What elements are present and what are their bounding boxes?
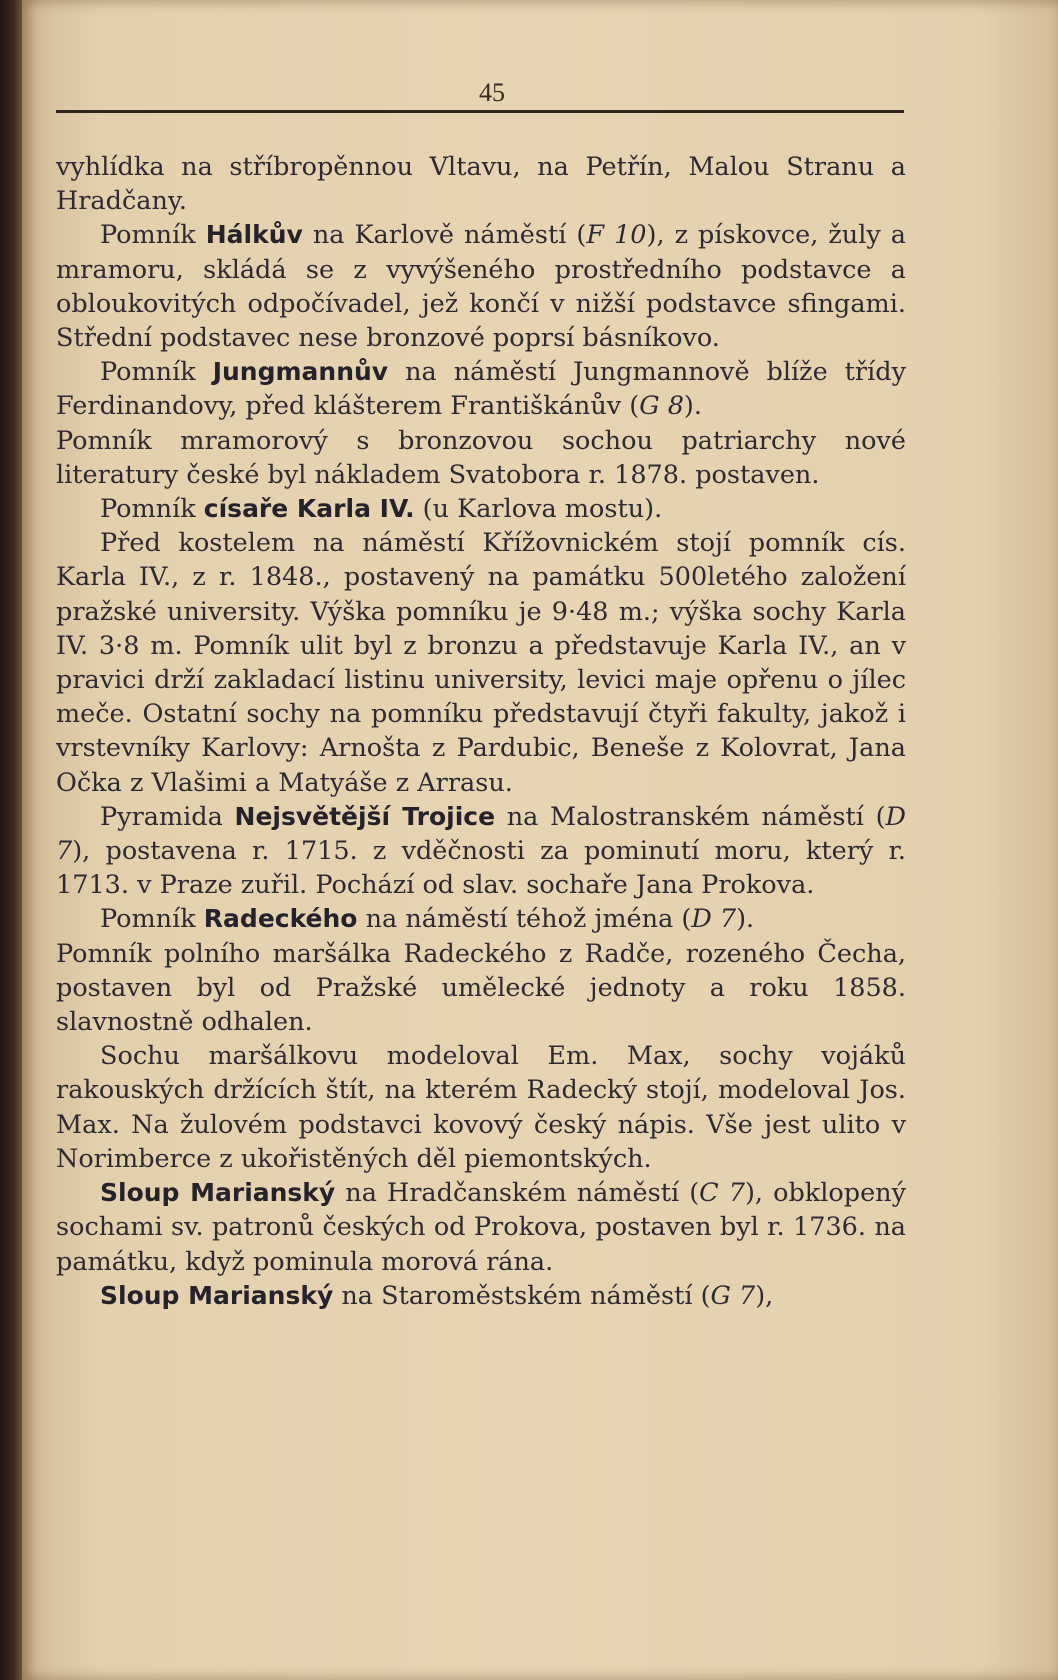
- text-run: Pomník: [100, 494, 204, 525]
- text-run: ),: [755, 1280, 774, 1311]
- header-rule: [56, 110, 904, 113]
- text-run: na Karlově náměstí (: [302, 220, 587, 251]
- text-run: Před kostelem na náměstí Křížovnickém stojí pomník cís. Karla IV., z r. 1848., postavený na památku 500letého založení pražské university. Výška pomníku je 9·48 m.; výška sochy Karla IV. 3·8 m. Pomník ulit byl z bronzu a představuje Karla IV., an v pravici drží zakladací listinu university, levici maje opřenu o jílec meče. Ostatní sochy na pomníku představují čtyři fakulty, jakož i vrstevníky Karlovy: Arnošta z Pardubic, Beneše z Kolovrat, Jana Očka z Vlašimi a Matyáše z Arrasu.: [56, 528, 906, 798]
- map-reference: G 7: [710, 1280, 756, 1311]
- text-run: vyhlídka na stříbropěnnou Vltavu, na Petřín, Malou Stranu a Hradčany.: [56, 152, 906, 217]
- monument-name: císaře Karla IV.: [203, 494, 415, 524]
- text-run: ), z pískovce, žuly a mramoru, skládá se z vyvýšeného prostředního podstavce a obloukovitých odpočívadel, jež končí v nižší podstavce sfingami. Střední podstavec nese bronzové poprsí básníkovo.: [56, 220, 906, 354]
- monument-name: Radeckého: [203, 904, 358, 934]
- paragraph-jungmann-description: [56, 424, 906, 492]
- paragraph-charles-iv-description: [56, 526, 906, 800]
- text-run: na Hradčanském náměstí (: [335, 1178, 700, 1209]
- text-run: Pyramida: [100, 801, 235, 832]
- monument-name: Hálkův: [205, 220, 303, 250]
- book-page: [22, 0, 1058, 1680]
- map-reference: D 7: [56, 801, 906, 867]
- page-number: 45: [479, 78, 505, 107]
- text-run: Pomník mramorový s bronzovou sochou patriarchy nové literatury české byl nákladem Svatobora r. 1878. postaven.: [56, 425, 906, 490]
- monument-name: Nejsvětější Trojice: [234, 801, 496, 831]
- text-run: ), obklopený sochami sv. patronů českých od Prokova, postaven byl r. 1736. na památku, když pominula morová rána.: [56, 1178, 906, 1277]
- text-run: ).: [683, 391, 702, 422]
- text-run: Pomník: [100, 357, 213, 388]
- map-reference: C 7: [699, 1178, 745, 1209]
- map-reference: G 8: [639, 391, 684, 422]
- text-run: ).: [736, 904, 755, 935]
- text-run: na náměstí Jungmannově blíže třídy Ferdinandovy, před klášterem Františkánův (: [56, 357, 907, 422]
- paragraph-marian-column-hradcany: [56, 1176, 906, 1279]
- text-run: Pomník polního maršálka Radeckého z Radče, rozeného Čecha, postaven byl od Pražské umělecké jednoty a roku 1858. slavnostně odhalen.: [56, 938, 906, 1038]
- book-spine-shadow: [0, 0, 22, 1680]
- map-reference: F 10: [586, 220, 647, 251]
- text-run: (u Karlova mostu).: [414, 494, 663, 525]
- page-body-text: [56, 150, 906, 1313]
- paragraph-jungmann-monument: [56, 355, 906, 423]
- monument-name: Sloup Marianský: [100, 1280, 334, 1310]
- paragraph-radecky-monument: [56, 902, 906, 936]
- paragraph-charles-iv-monument: [56, 492, 906, 526]
- text-run: ), postavena r. 1715. z vděčnosti za pominutí moru, který r. 1713. v Praze zuřil. Pochází od slav. sochaře Jana Prokova.: [56, 836, 906, 901]
- paragraph-trinity-pyramid: [56, 800, 906, 903]
- text-run: na Staroměstském náměstí (: [333, 1280, 711, 1311]
- text-run: Pomník: [100, 220, 206, 251]
- paragraph-halek-monument: [56, 218, 906, 355]
- paragraph-1: [56, 150, 906, 218]
- map-reference: D 7: [691, 904, 737, 935]
- text-run: Pomník: [100, 904, 204, 935]
- monument-name: Sloup Marianský: [100, 1178, 336, 1208]
- monument-name: Jungmannův: [212, 357, 389, 387]
- paragraph-radecky-sculptors: [56, 1039, 906, 1176]
- text-run: na Malostranském náměstí (: [495, 801, 886, 832]
- text-run: na náměstí téhož jména (: [357, 904, 692, 935]
- paragraph-radecky-description: [56, 937, 906, 1040]
- text-run: Sochu maršálkovu modeloval Em. Max, sochy vojáků rakouských držících štít, na kterém Radecký stojí, modeloval Jos. Max. Na žulovém podstavci kovový český nápis. Vše jest ulito v Norimberce z ukořistěných děl piemontských.: [56, 1041, 906, 1174]
- paragraph-marian-column-old-town: [56, 1279, 906, 1313]
